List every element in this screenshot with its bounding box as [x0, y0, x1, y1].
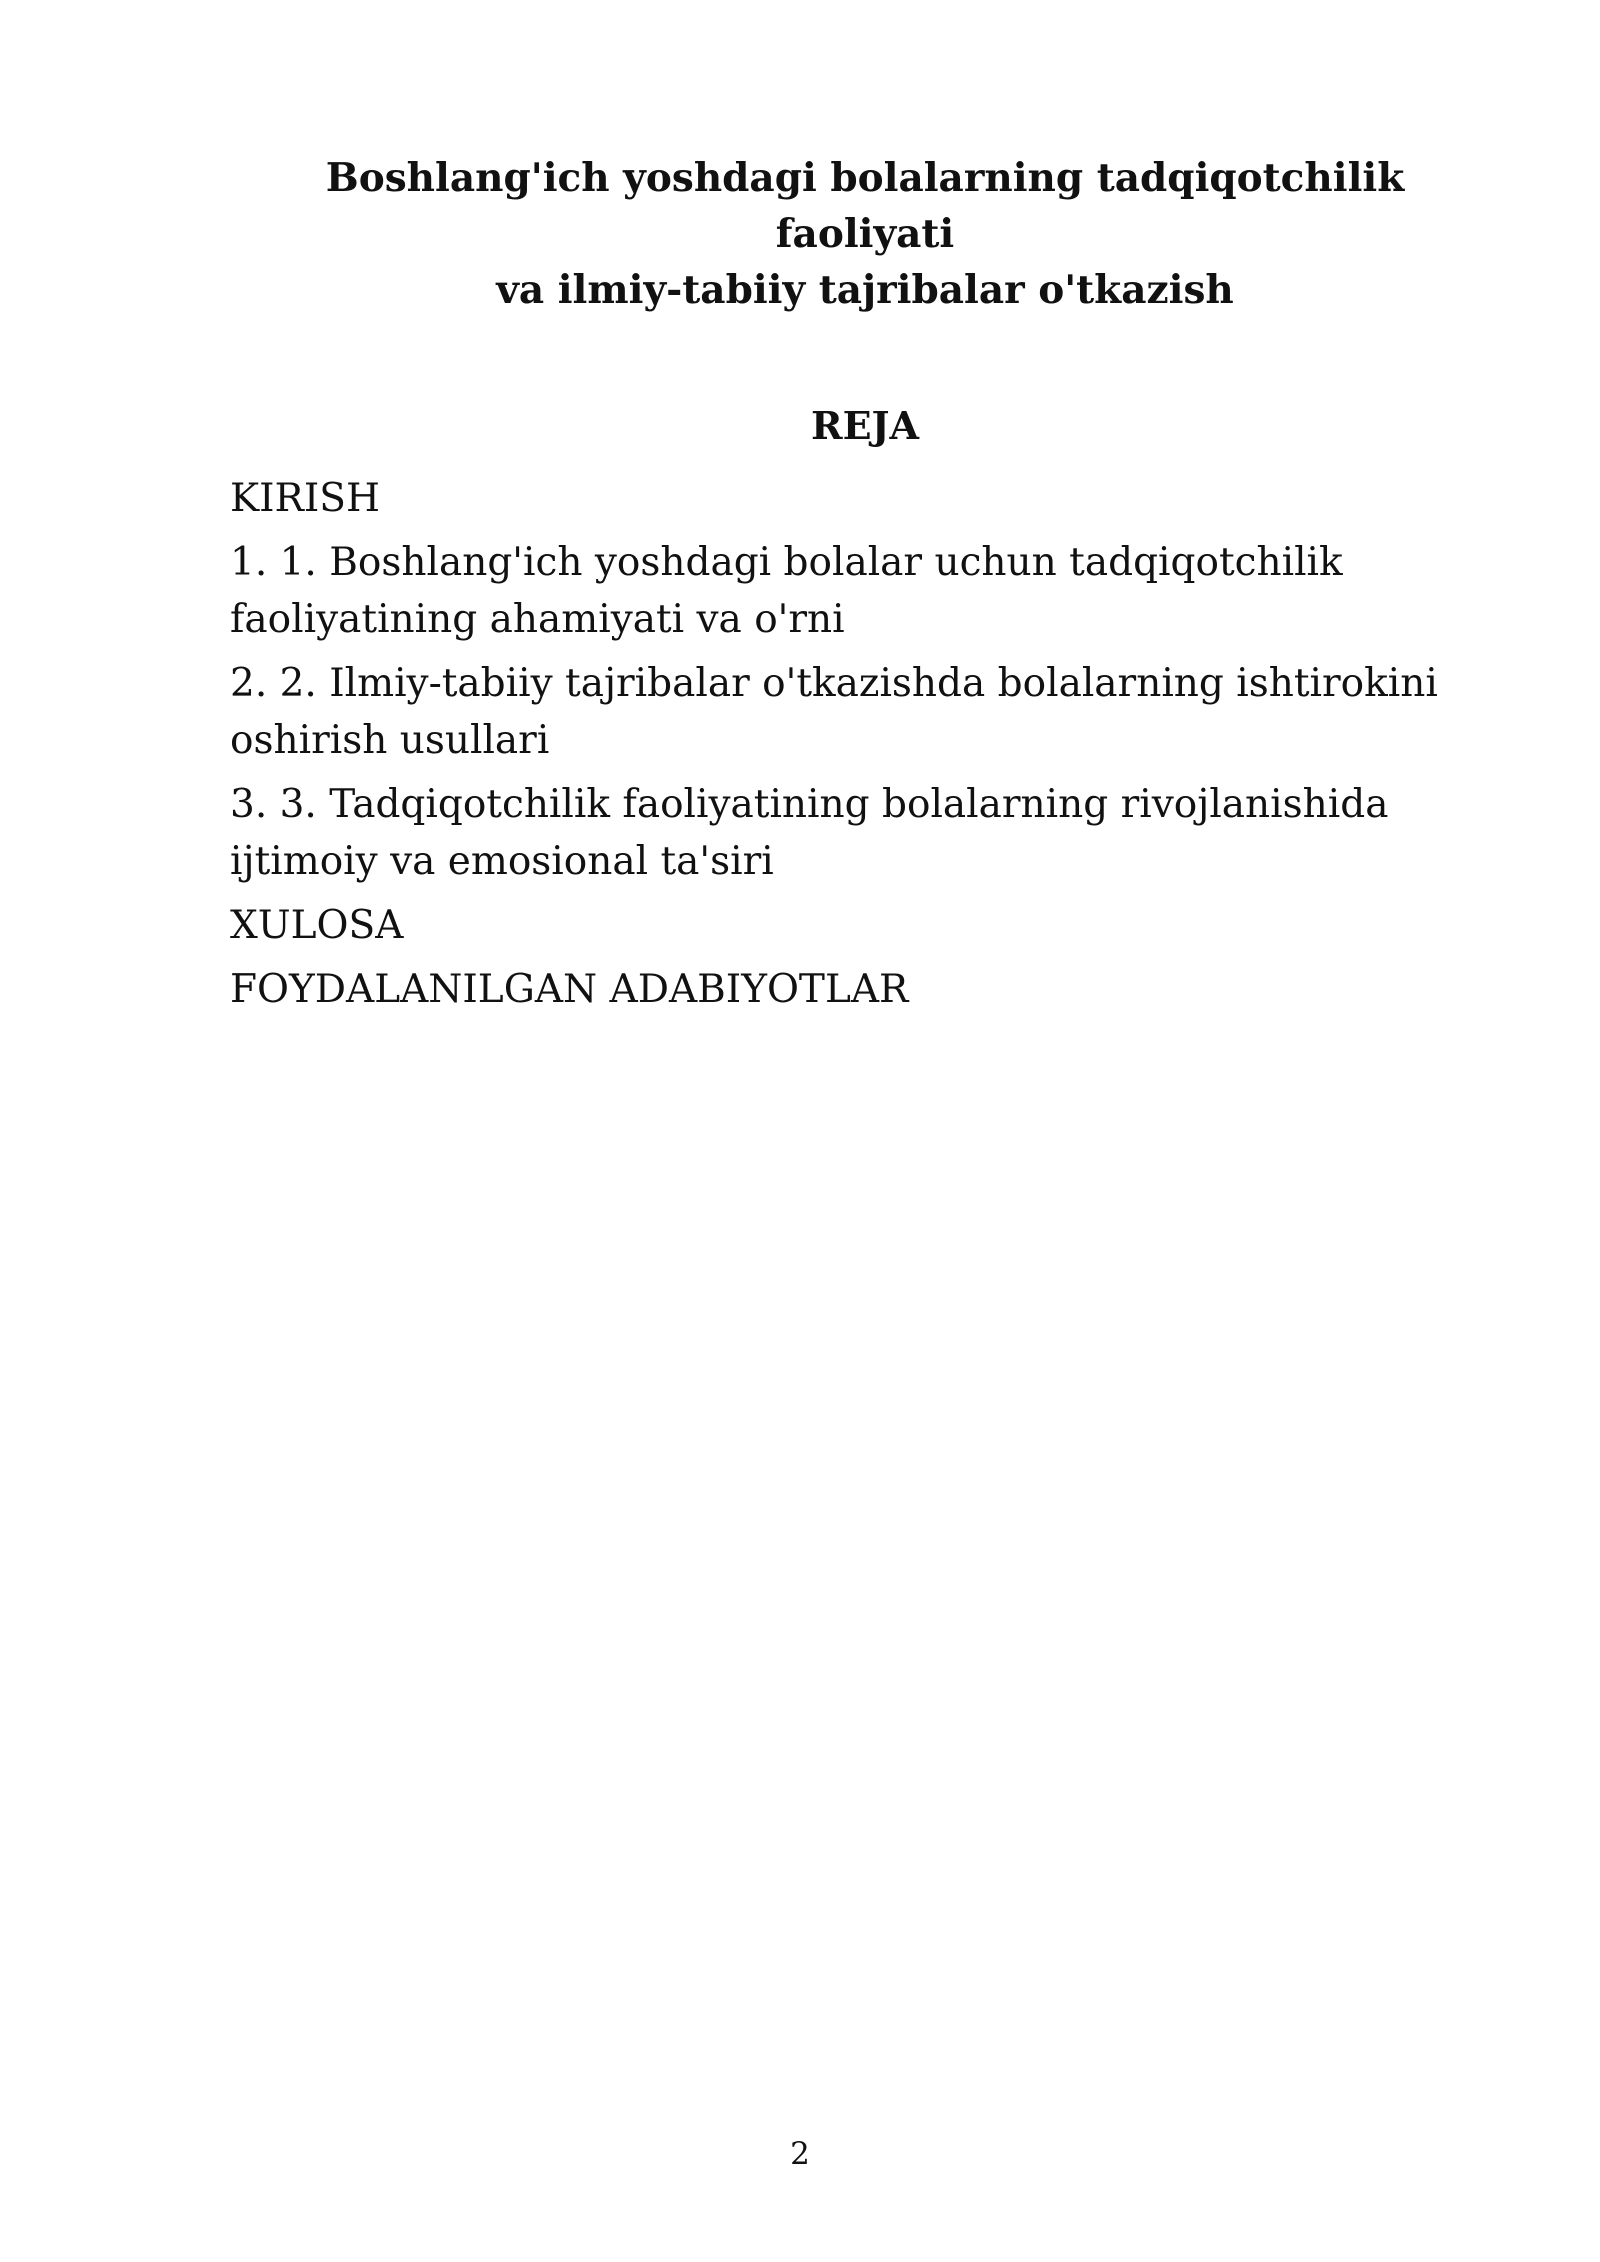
plan-heading: REJA [810, 403, 919, 448]
toc-line: XULOSA [230, 903, 404, 948]
toc-item-section-3 [230, 776, 1500, 890]
toc-item-references [230, 961, 1500, 1018]
toc-line: 3. 3. Tadqiqotchilik faoliyatining bolalarning rivojlanishida [230, 782, 1389, 827]
toc-line: oshirish usullari [230, 718, 550, 763]
toc-line: FOYDALANILGAN ADABIYOTLAR [230, 967, 909, 1012]
toc-line: 2. 2. Ilmiy-tabiiy tajribalar o'tkazishda bolalarning ishtirokini [230, 661, 1438, 706]
document-title [230, 150, 1500, 318]
toc-item-section-1 [230, 534, 1500, 648]
toc-item-section-2 [230, 655, 1500, 769]
toc-item-introduction [230, 470, 1500, 527]
document-title-line-2: va ilmiy-tabiiy tajribalar o'tkazish [496, 267, 1234, 313]
toc-line: ijtimoiy va emosional ta'siri [230, 839, 774, 884]
page-number: 2 [790, 2136, 810, 2172]
toc-line: 1. 1. Boshlang'ich yoshdagi bolalar uchun tadqiqotchilik [230, 540, 1343, 585]
toc-line: KIRISH [230, 476, 381, 521]
document-title-line-1: Boshlang'ich yoshdagi bolalarning tadqiqotchilik faoliyati [325, 155, 1405, 257]
toc-item-conclusion [230, 897, 1500, 954]
table-of-contents [230, 470, 1500, 1025]
toc-line: faoliyatining ahamiyati va o'rni [230, 597, 845, 642]
